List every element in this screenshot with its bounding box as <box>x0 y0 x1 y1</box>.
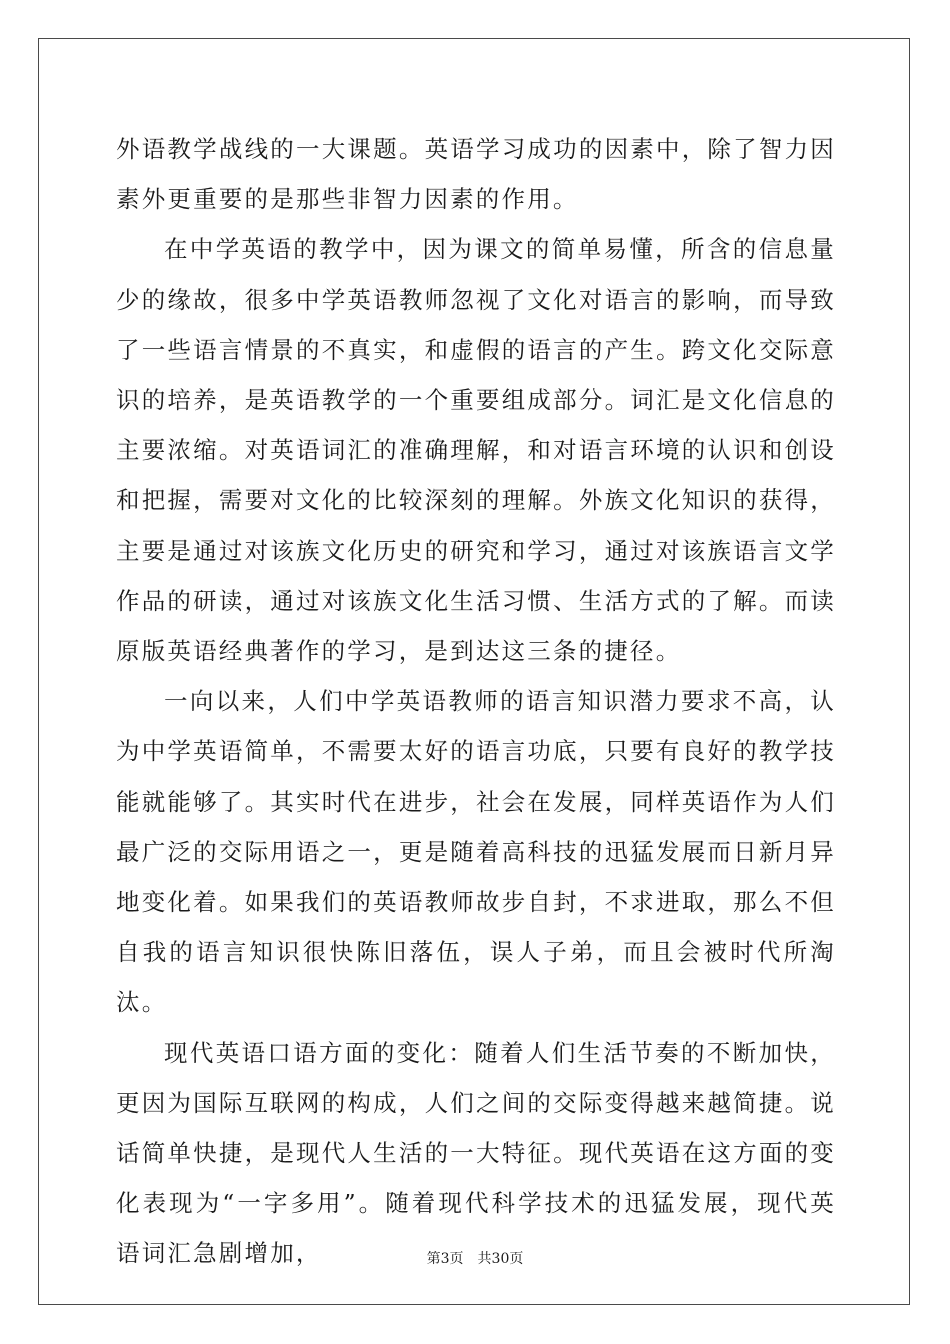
paragraph-4: 现代英语口语方面的变化：随着人们生活节奏的不断加快，更因为国际互联网的构成，人们之间的交际变得越来越简捷。说话简单快捷，是现代人生活的一大特征。现代英语在这方面的变化表现为“一字多用”。随着现代科学技术的迅猛发展，现代英语词汇急剧增加， <box>116 1038 836 1268</box>
paragraph-3: 一向以来，人们中学英语教师的语言知识潜力要求不高，认为中学英语简单，不需要太好的语言功底，只要有良好的教学技能就能够了。其实时代在进步，社会在发展，同样英语作为人们最广泛的交际用语之一，更是随着高科技的迅猛发展而日新月异地变化着。如果我们的英语教师故步自封，不求进取，那么不但自我的语言知识很快陈旧落伍，误人子弟，而且会被时代所淘汰。 <box>116 687 836 1017</box>
page-total: 共30页 <box>477 1251 524 1267</box>
page-number: 第3页 <box>426 1251 464 1267</box>
paragraph-1: 外语教学战线的一大课题。英语学习成功的因素中，除了智力因素外更重要的是那些非智力因素的作用。 <box>116 135 836 214</box>
page-footer <box>0 1248 950 1268</box>
paragraph-2: 在中学英语的教学中，因为课文的简单易懂，所含的信息量少的缘故，很多中学英语教师忽视了文化对语言的影响，而导致了一些语言情景的不真实，和虚假的语言的产生。跨文化交际意识的培养，是英语教学的一个重要组成部分。词汇是文化信息的主要浓缩。对英语词汇的准确理解，和对语言环境的认识和创设和把握，需要对文化的比较深刻的理解。外族文化知识的获得，主要是通过对该族文化历史的研究和学习，通过对该族语言文学作品的研读，通过对该族文化生活习惯、生活方式的了解。而读原版英语经典著作的学习，是到达这三条的捷径。 <box>116 235 836 666</box>
document-body <box>116 124 836 1279</box>
